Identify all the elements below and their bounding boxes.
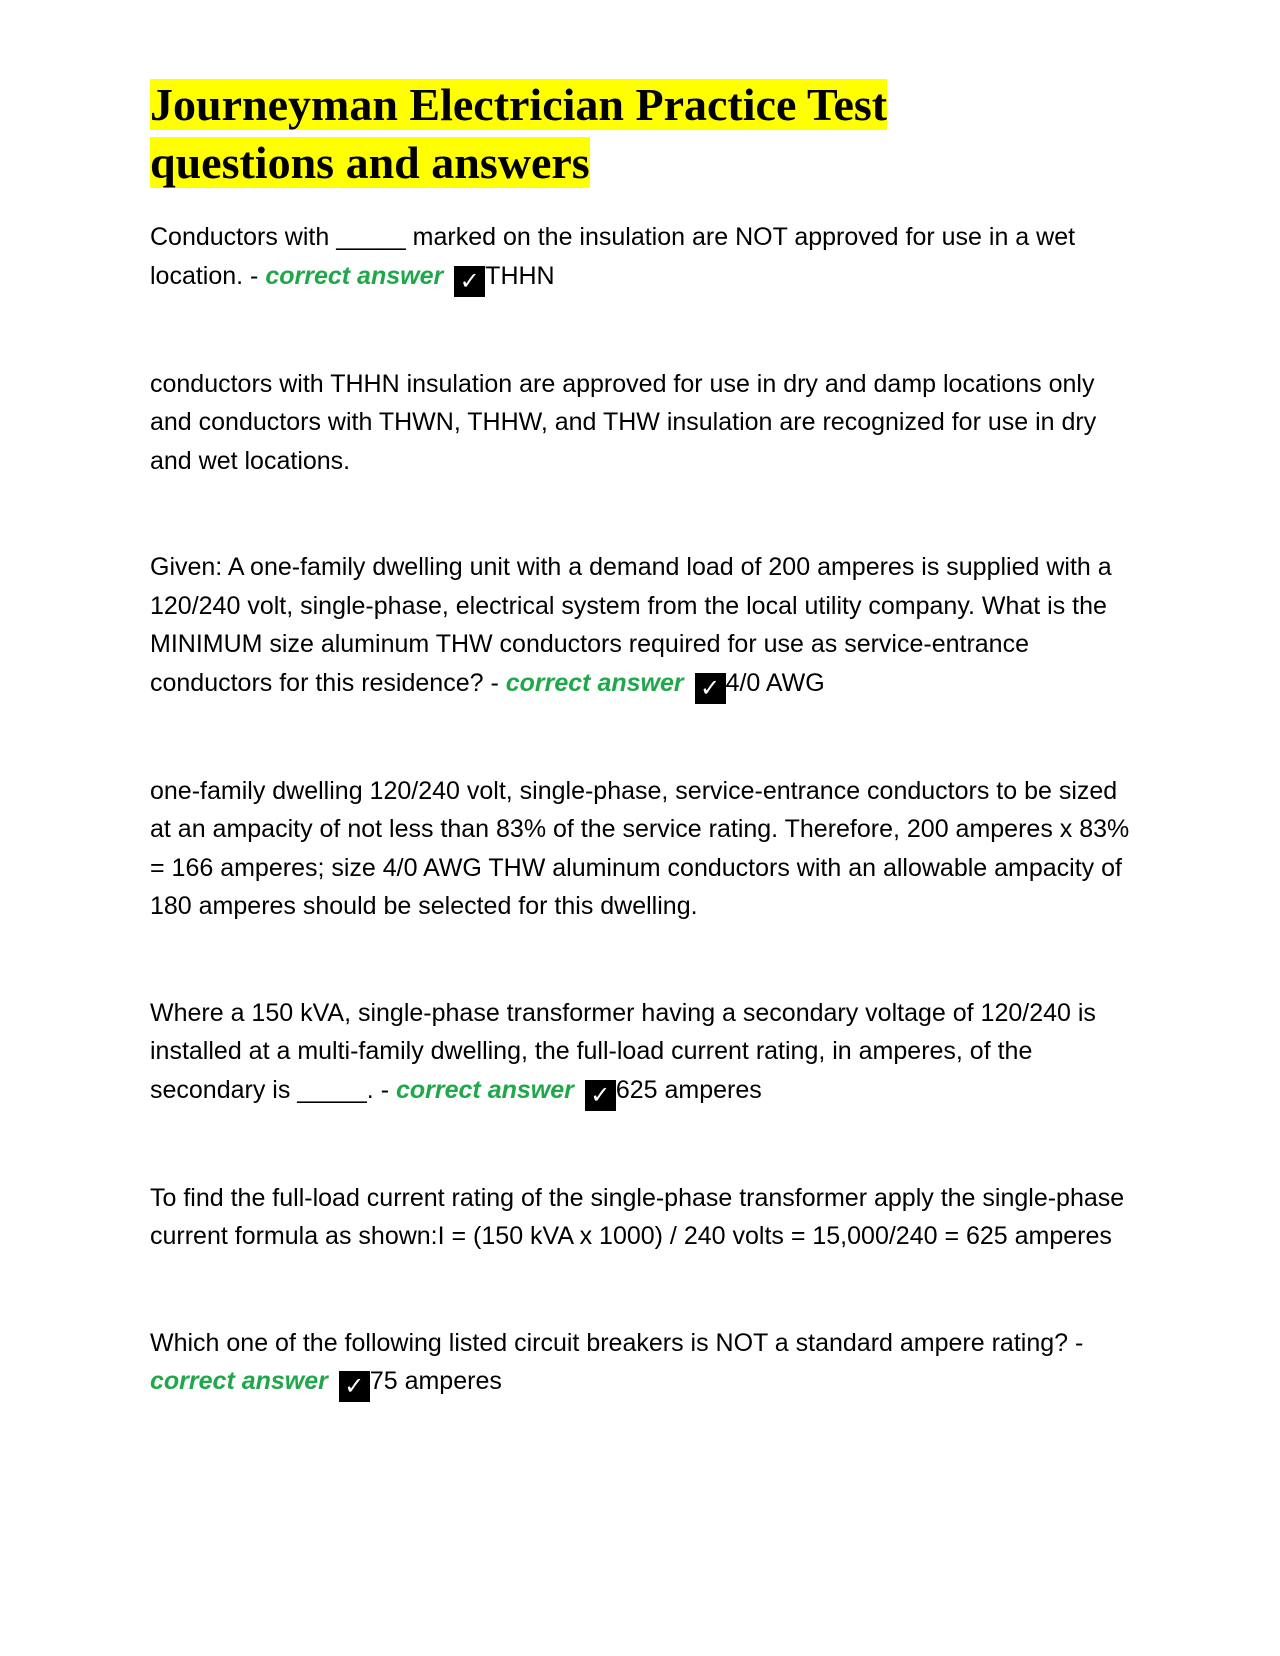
correct-answer-label: correct answer (150, 1367, 328, 1395)
checkmark-icon: ✓ (585, 1080, 616, 1111)
question-text: Where a 150 kVA, single-phase transformer having a secondary voltage of 120/240 is installed at a multi-family dwelling, the full-load current rating, in amperes, of the secondary is _____. - (150, 998, 1096, 1104)
answer-text: 75 amperes (369, 1367, 502, 1395)
explanation-2: one-family dwelling 120/240 volt, single-phase, service-entrance conductors to be sized at an ampacity of not less than 83% of the service rating. Therefore, 200 amperes x 83% = 166 amperes; size 4/0 AWG THW aluminum conductors with an allowable ampacity of 180 amperes should be selected for this dwelling. (150, 776, 1130, 920)
title-line-2: questions and answers (150, 137, 590, 188)
question-2 (150, 548, 1140, 704)
checkmark-icon: ✓ (339, 1371, 370, 1402)
explanation-1: conductors with THHN insulation are approved for use in dry and damp locations only and conductors with THWN, THHW, and THW insulation are recognized for use in dry and wet locations. (150, 369, 1097, 475)
checkmark-icon: ✓ (454, 266, 485, 297)
checkmark-icon: ✓ (695, 673, 726, 704)
question-4 (150, 1324, 1140, 1403)
answer-text: THHN (485, 261, 555, 290)
correct-answer-label: correct answer (265, 261, 444, 290)
answer-text: 625 amperes (615, 1075, 762, 1104)
title-line-1: Journeyman Electrician Practice Test (150, 79, 888, 130)
question-text: Which one of the following listed circuit breakers is NOT a standard ampere rating? - (150, 1328, 1084, 1357)
answer-text: 4/0 AWG (725, 668, 825, 697)
correct-answer-label: correct answer (395, 1075, 574, 1104)
document-page (150, 76, 1140, 1470)
question-1 (150, 218, 1140, 297)
correct-answer-label: correct answer (505, 668, 684, 697)
question-text: Given: A one-family dwelling unit with a demand load of 200 amperes is supplied with a 120/240 volt, single-phase, electrical system from the local utility company. What is the MINIMUM size aluminum THW conductors required for use as service-entrance conductors for this residence? - (150, 553, 1112, 697)
explanation-3: To find the full-load current rating of the single-phase transformer apply the single-phase current formula as shown:I = (150 kVA x 1000) / 240 volts = 15,000/240 = 625 amperes (150, 1183, 1125, 1250)
document-title (150, 76, 1140, 192)
question-3 (150, 994, 1140, 1111)
question-text: Conductors with _____ marked on the insulation are NOT approved for use in a wet location. - (150, 223, 1076, 290)
